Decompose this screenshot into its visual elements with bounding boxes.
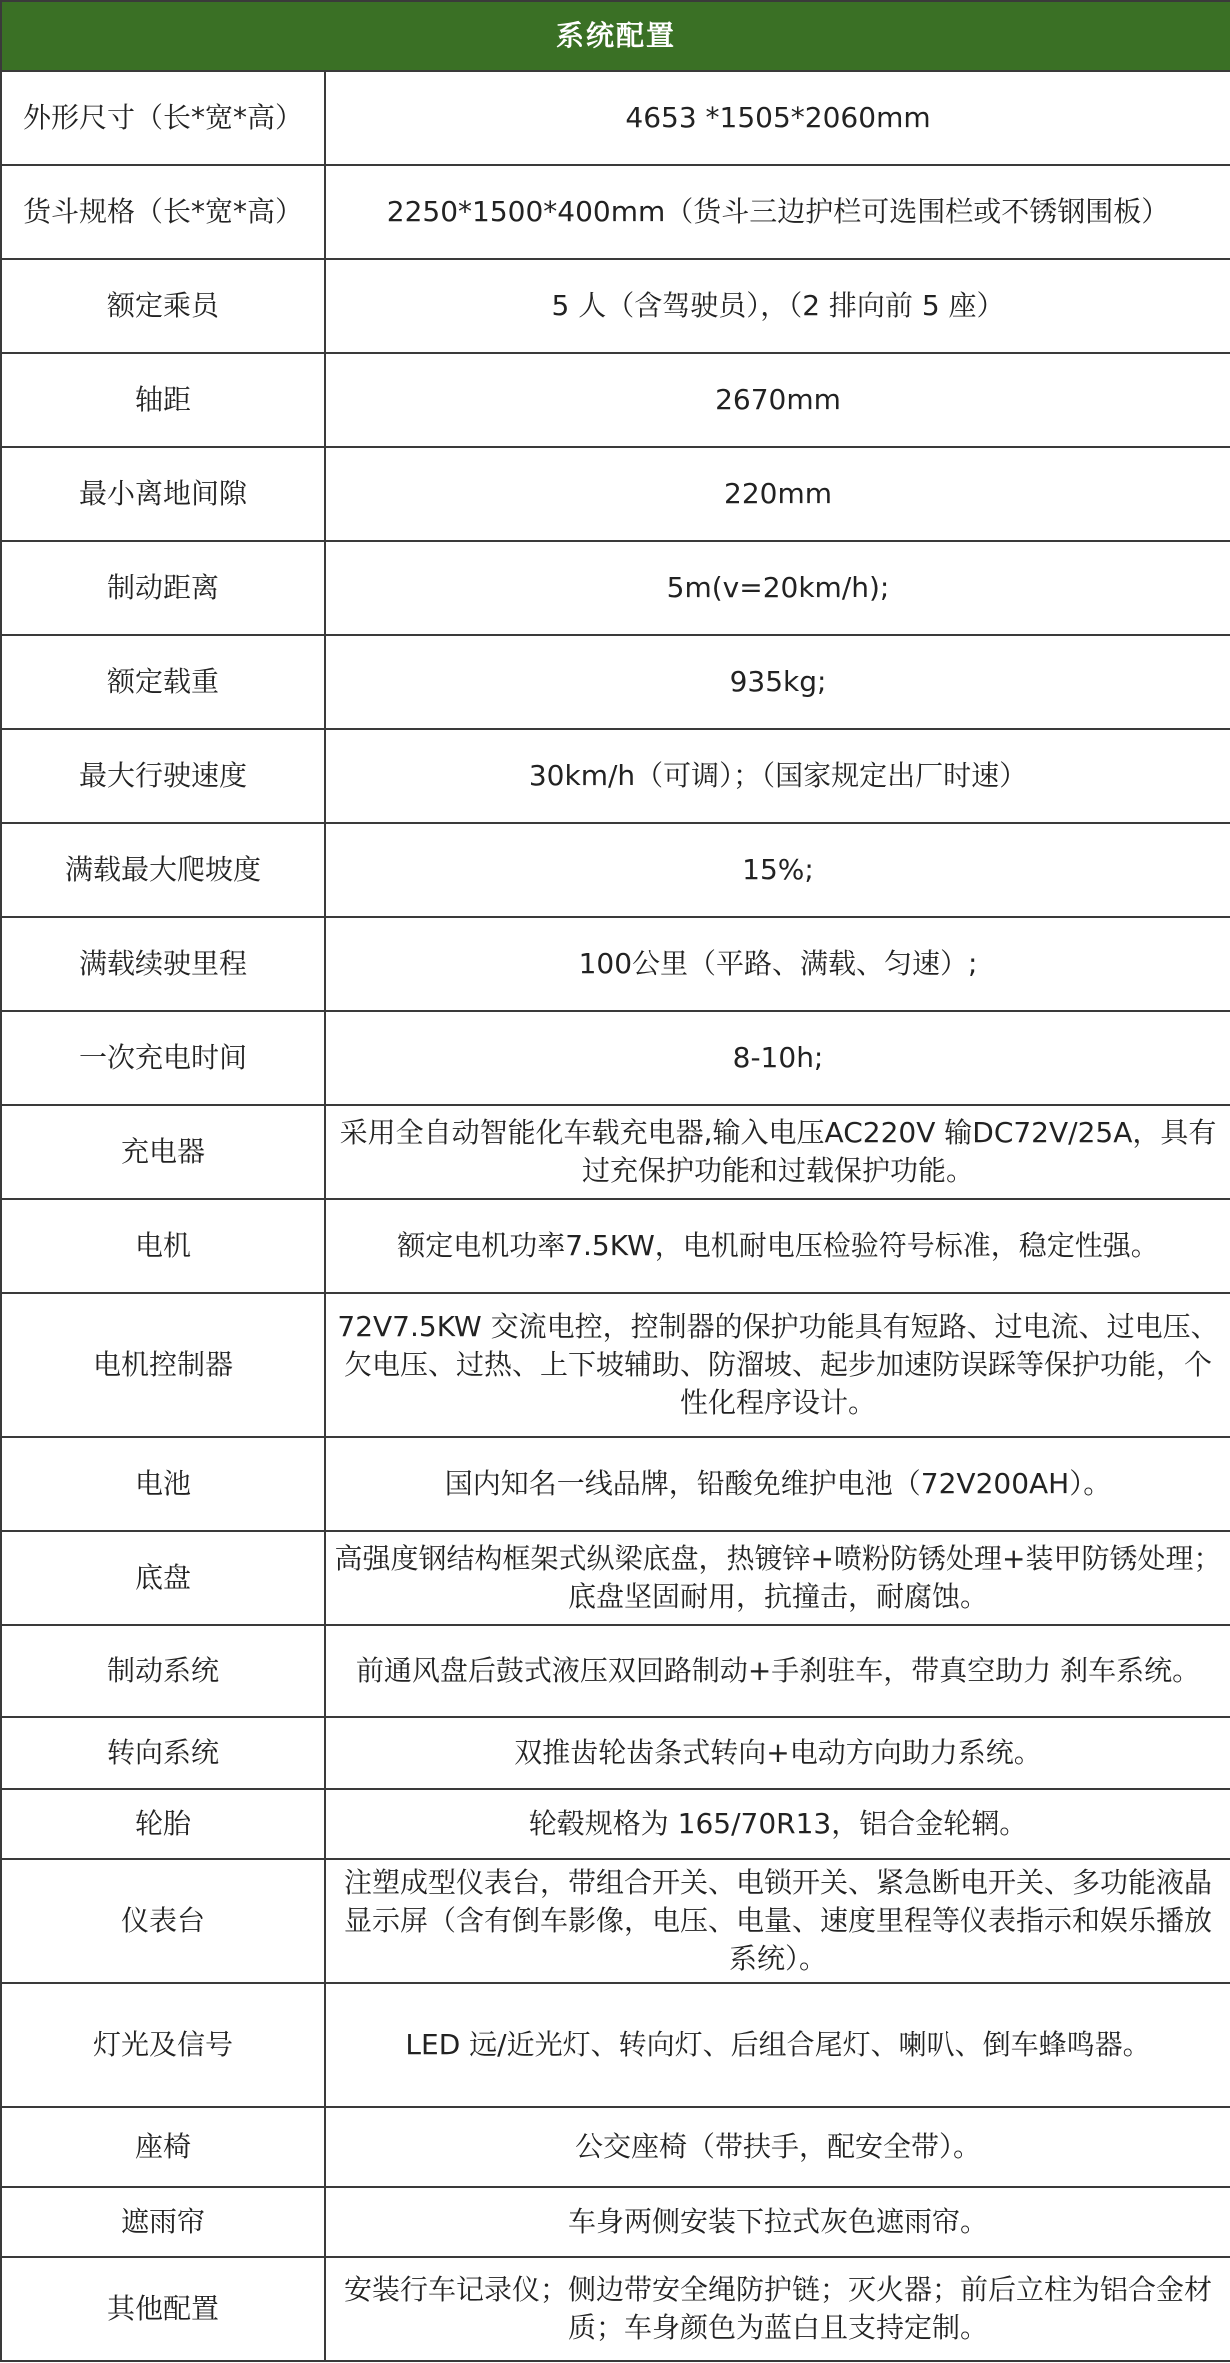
table-row [1,1859,1230,1983]
title-row [1,1,1230,71]
table-row [1,729,1230,823]
table-row [1,447,1230,541]
table-row [1,1531,1230,1625]
row-label: 货斗规格（长*宽*高） [1,165,325,259]
table-row [1,2107,1230,2187]
table-row [1,259,1230,353]
row-value: 15%; [325,823,1230,917]
row-value: 轮毂规格为 165/70R13，铝合金轮辋。 [325,1789,1230,1859]
row-value: 5 人（含驾驶员），（2 排向前 5 座） [325,259,1230,353]
row-label: 仪表台 [1,1859,325,1983]
row-label: 制动距离 [1,541,325,635]
table-row [1,635,1230,729]
table-row [1,2257,1230,2361]
row-label: 底盘 [1,1531,325,1625]
table-row [1,1437,1230,1531]
row-label: 电池 [1,1437,325,1531]
row-label: 最小离地间隙 [1,447,325,541]
row-label: 轴距 [1,353,325,447]
row-label: 最大行驶速度 [1,729,325,823]
row-label: 满载最大爬坡度 [1,823,325,917]
row-value: 935kg; [325,635,1230,729]
row-label: 座椅 [1,2107,325,2187]
row-value: 采用全自动智能化车载充电器,输入电压AC220V 输DC72V/25A，具有过充保护功能和过载保护功能。 [325,1105,1230,1199]
row-value: 8-10h; [325,1011,1230,1105]
table-row [1,1105,1230,1199]
row-label: 转向系统 [1,1717,325,1789]
row-value: 安装行车记录仪；侧边带安全绳防护链；灭火器；前后立柱为铝合金材质；车身颜色为蓝白且支持定制。 [325,2257,1230,2361]
row-label: 轮胎 [1,1789,325,1859]
row-value: 公交座椅（带扶手，配安全带）。 [325,2107,1230,2187]
table-title: 系统配置 [1,1,1230,71]
row-label: 灯光及信号 [1,1983,325,2107]
table-row [1,1293,1230,1437]
row-value: LED 远/近光灯、转向灯、后组合尾灯、喇叭、倒车蜂鸣器。 [325,1983,1230,2107]
table-row [1,1625,1230,1717]
table-row [1,165,1230,259]
table-row [1,541,1230,635]
row-label: 额定载重 [1,635,325,729]
row-label: 电机控制器 [1,1293,325,1437]
row-label: 电机 [1,1199,325,1293]
row-value: 5m(v=20km/h); [325,541,1230,635]
row-value: 220mm [325,447,1230,541]
row-label: 额定乘员 [1,259,325,353]
row-value: 72V7.5KW 交流电控，控制器的保护功能具有短路、过电流、过电压、欠电压、过热、上下坡辅助、防溜坡、起步加速防误踩等保护功能，个性化程序设计。 [325,1293,1230,1437]
row-value: 4653 *1505*2060mm [325,71,1230,165]
row-value: 车身两侧安装下拉式灰色遮雨帘。 [325,2187,1230,2257]
row-value: 2250*1500*400mm（货斗三边护栏可选围栏或不锈钢围板） [325,165,1230,259]
table-row [1,1199,1230,1293]
row-value: 30km/h（可调）；（国家规定出厂时速） [325,729,1230,823]
table-row [1,71,1230,165]
row-value: 双推齿轮齿条式转向+电动方向助力系统。 [325,1717,1230,1789]
row-value: 2670mm [325,353,1230,447]
row-value: 额定电机功率7.5KW，电机耐电压检验符号标准，稳定性强。 [325,1199,1230,1293]
row-value: 注塑成型仪表台，带组合开关、电锁开关、紧急断电开关、多功能液晶显示屏（含有倒车影像，电压、电量、速度里程等仪表指示和娱乐播放系统）。 [325,1859,1230,1983]
table-row [1,917,1230,1011]
row-label: 满载续驶里程 [1,917,325,1011]
row-value: 100公里（平路、满载、匀速）; [325,917,1230,1011]
row-value: 高强度钢结构框架式纵梁底盘，热镀锌+喷粉防锈处理+装甲防锈处理；底盘坚固耐用，抗撞击，耐腐蚀。 [325,1531,1230,1625]
row-label: 制动系统 [1,1625,325,1717]
row-label: 其他配置 [1,2257,325,2361]
table-row [1,823,1230,917]
row-label: 充电器 [1,1105,325,1199]
row-label: 一次充电时间 [1,1011,325,1105]
table-row [1,1717,1230,1789]
table-row [1,1983,1230,2107]
row-label: 外形尺寸（长*宽*高） [1,71,325,165]
row-label: 遮雨帘 [1,2187,325,2257]
row-value: 前通风盘后鼓式液压双回路制动+手刹驻车，带真空助力 刹车系统。 [325,1625,1230,1717]
table-row [1,353,1230,447]
row-value: 国内知名一线品牌，铅酸免维护电池（72V200AH）。 [325,1437,1230,1531]
table-row [1,1011,1230,1105]
table-row [1,1789,1230,1859]
table-row [1,2187,1230,2257]
